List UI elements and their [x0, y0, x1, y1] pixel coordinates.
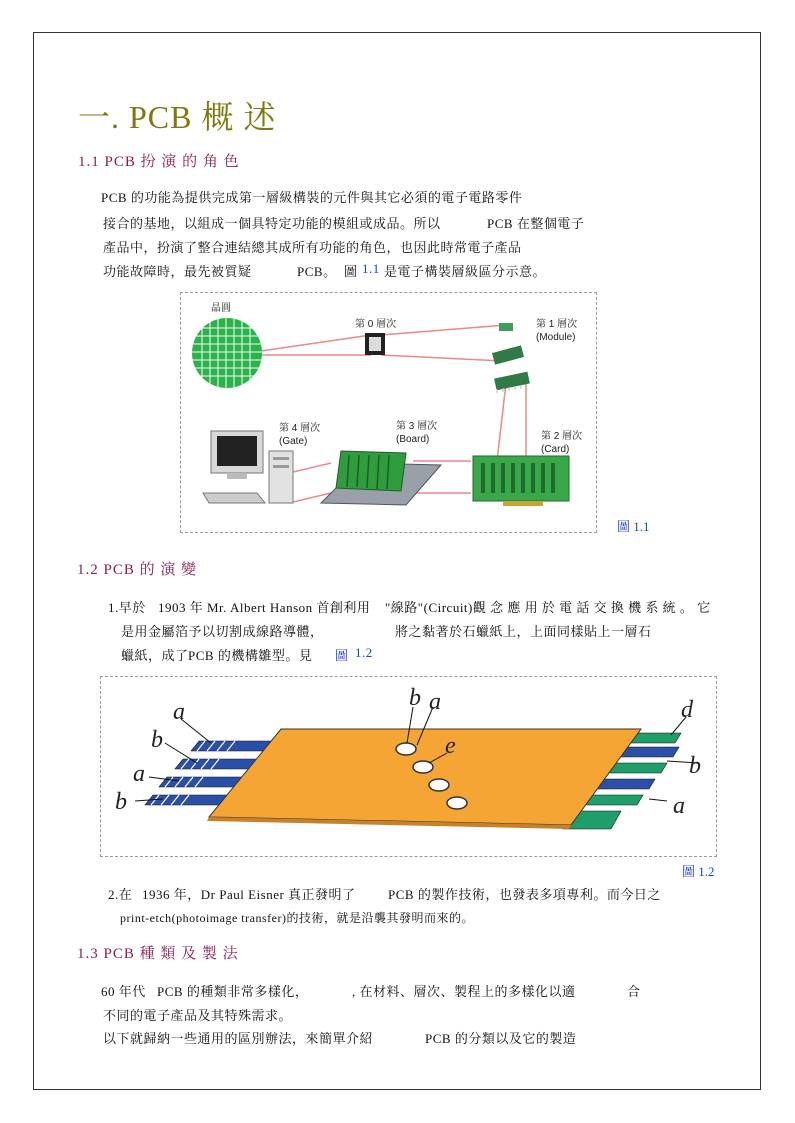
figure-ref-1-1[interactable]: 1.1 [362, 261, 380, 276]
para-1-2b-line-1a: 2.在 [108, 887, 133, 902]
board-illustration [321, 451, 441, 505]
para-1-1-line-4b: PCB。 [297, 264, 337, 279]
label-level-2-en: (Card) [541, 444, 570, 455]
label-level-3-en: (Board) [396, 434, 430, 445]
label-level-4-en: (Gate) [279, 436, 308, 447]
figure-1-2 [100, 676, 717, 857]
card-illustration [473, 456, 569, 506]
para-1-3-line-1c: , 在材料、層次、製程上的多樣化以適 [352, 984, 576, 999]
para-1-1-line-3: 產品中，扮演了整合連結總其成所有功能的角色，也因此時常電子產品 [103, 240, 522, 255]
letter-a-top: a [429, 689, 441, 715]
letter-a-top-left: a [173, 699, 185, 725]
para-1-1-line-2b: PCB 在整個電子 [487, 216, 585, 231]
figure-ref-1-2[interactable]: 1.2 [355, 645, 373, 660]
label-level-1: 第 1 層次 [536, 319, 578, 330]
page-title: 一. PCB 概 述 [78, 99, 277, 135]
early-pcb-diagram [101, 677, 716, 856]
section-heading-1-1: 1.1 PCB 扮 演 的 角 色 [78, 154, 240, 170]
module-illustration [492, 323, 530, 393]
letter-d: d [681, 697, 693, 723]
para-1-2b-line-1c: PCB 的製作技術，也發表多項專利。而今日之 [388, 887, 661, 902]
letter-a-left-2: a [133, 761, 145, 787]
para-1-1-line-2a: 接合的基地，以組成一個具特定功能的模組或成品。所以 [103, 216, 441, 231]
para-1-3-line-3a: 以下就歸納一些通用的區別辦法，來簡單介紹 [103, 1031, 374, 1046]
letter-b-left-1: b [151, 727, 163, 753]
section-heading-1-2: 1.2 PCB 的 演 變 [77, 562, 198, 578]
para-1-1-line-1: PCB 的功能為提供完成第一層級構裝的元件與其它必須的電子電路零件 [101, 190, 523, 205]
label-level-4: 第 4 層次 [279, 423, 321, 434]
label-level-3: 第 3 層次 [396, 421, 438, 432]
label-level-1-en: (Module) [536, 332, 576, 343]
para-1-2-line-1c: "線路"(Circuit)觀 念 應 用 於 電 話 交 換 機 系 統 。 它 [385, 600, 711, 615]
para-1-2-line-1b: 1903 年 Mr. Albert Hanson 首創利用 [158, 600, 371, 615]
para-1-3-line-1a: 60 年代 [101, 984, 146, 999]
para-1-2-line-3a: 蠟紙，成了 [121, 648, 189, 663]
para-1-2-line-2a: 是用金屬箔予以切割成線路導體， [121, 624, 324, 639]
para-1-3-line-1b: PCB 的種類非常多樣化， [157, 984, 309, 999]
label-level-2: 第 2 層次 [541, 431, 583, 442]
figure-1-1 [180, 292, 597, 533]
packaging-levels-diagram [181, 293, 596, 532]
para-1-1-line-4c: 圖 [344, 264, 358, 279]
para-1-1-line-4d: 是電子構裝層級區分示意。 [384, 264, 547, 279]
letter-e: e [445, 733, 456, 759]
para-1-2-line-1a: 1.早於 [108, 600, 146, 615]
pcb-board [209, 729, 641, 825]
letter-b-top: b [409, 685, 421, 711]
label-wafer: 晶圓 [211, 303, 231, 314]
figure-1-2-caption: 圖 1.2 [682, 864, 715, 879]
para-1-2b-line-2: print-etch(photoimage transfer)的技術，就是沿襲其發明而來的。 [120, 911, 474, 925]
para-1-3-line-1d: 合 [627, 984, 641, 999]
figure-ref-1-2-label[interactable]: 圖 [335, 648, 349, 663]
letter-b-left-2: b [115, 789, 127, 815]
section-heading-1-3: 1.3 PCB 種 類 及 製 法 [77, 946, 239, 962]
letter-a-right: a [673, 793, 685, 819]
para-1-2-line-3b: PCB 的機構雛型。見 [188, 648, 313, 663]
para-1-3-line-2: 不同的電子產品及其特殊需求。 [103, 1008, 293, 1023]
para-1-1-line-4a: 功能故障時，最先被質疑 [103, 264, 252, 279]
para-1-3-line-3b: PCB 的分類以及它的製造 [425, 1031, 577, 1046]
para-1-2-line-2b: 將之黏著於石蠟紙上，上面同樣貼上一層石 [395, 624, 652, 639]
letter-b-right: b [689, 753, 701, 779]
para-1-2b-line-1b: 1936 年，Dr Paul Eisner 真正發明了 [142, 887, 356, 902]
wafer-illustration [192, 318, 262, 388]
figure-1-1-caption: 圖 1.1 [617, 519, 650, 534]
label-level-0: 第 0 層次 [355, 319, 397, 330]
